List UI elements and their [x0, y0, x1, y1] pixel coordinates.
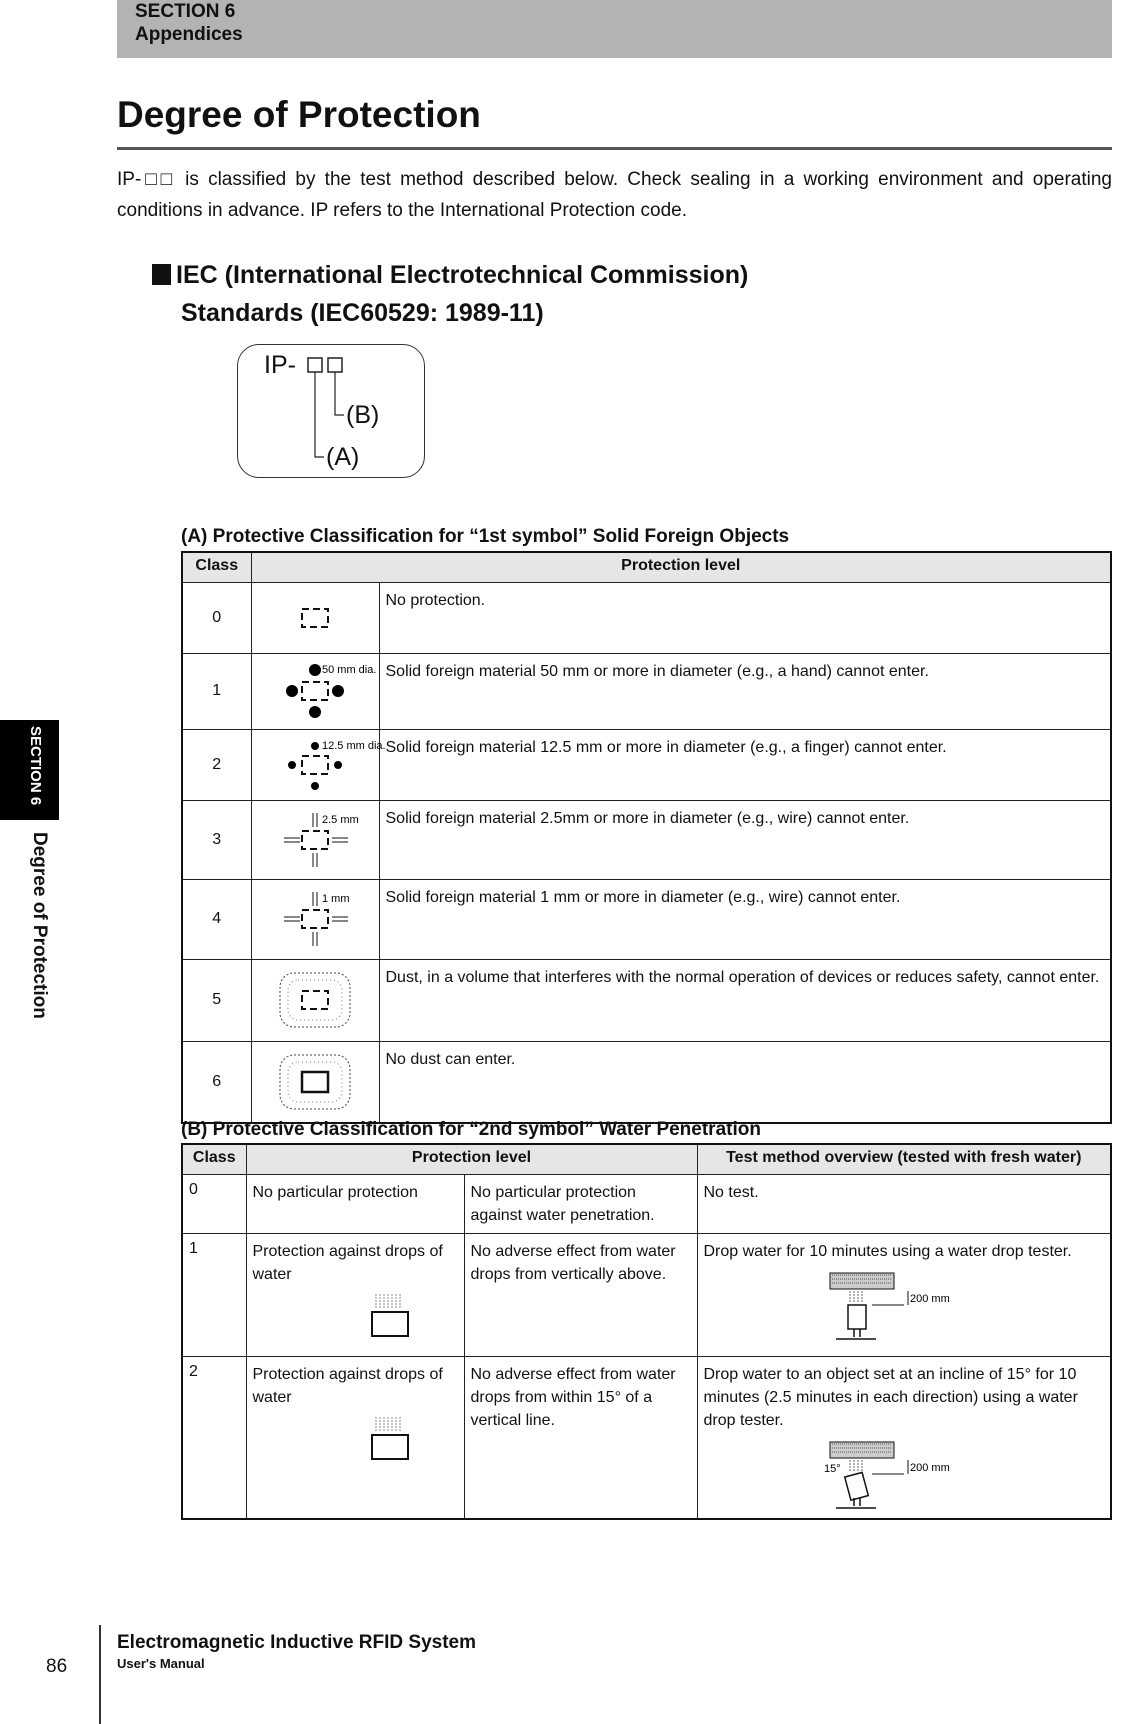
intro-paragraph: IP-□□ is classified by the test method described below. Check sealing in a working environment and operating conditions in advance. IP refers to the International Protection code.: [117, 169, 1112, 221]
icon-cell: [251, 800, 379, 879]
header-protection: Protection level: [246, 1144, 697, 1174]
level-text: Protection against drops of water: [252, 1242, 443, 1283]
footer-divider: [99, 1625, 101, 1724]
angle-label: 15°: [823, 1462, 841, 1475]
protection-text: Dust, in a volume that interferes with the normal operation of devices or reduces safety, cannot enter.: [379, 959, 1111, 1041]
iec-heading: [152, 256, 748, 332]
wire-icon: [258, 886, 372, 952]
class-cell: 6: [182, 1041, 251, 1123]
section-label: SECTION 6: [135, 1, 236, 22]
protection-text: Solid foreign material 12.5 mm or more in diameter (e.g., a finger) cannot enter.: [379, 729, 1111, 800]
effect-cell: No adverse effect from water drops from within 15° of a vertical line.: [464, 1356, 697, 1519]
header-class: Class: [182, 1144, 246, 1174]
icon-label: 1 mm: [322, 893, 350, 905]
table-row: [182, 959, 1111, 1041]
label-b: (B): [346, 401, 380, 429]
small-spheres-icon: [258, 732, 386, 798]
table-row: [182, 1356, 1111, 1519]
class-cell: 2: [182, 1356, 246, 1519]
icon-label: 50 mm dia.: [322, 664, 377, 676]
level-cell: [246, 1356, 464, 1519]
icon-label: 12.5 mm dia.: [322, 739, 386, 752]
icon-cell: [251, 653, 379, 729]
table-row: [182, 1174, 1111, 1233]
table-row: [182, 1233, 1111, 1356]
table-row: [182, 582, 1111, 653]
icon-cell: [251, 959, 379, 1041]
table-row: [182, 800, 1111, 879]
label-a: (A): [326, 443, 360, 471]
test-cell: [697, 1233, 1111, 1356]
class-cell: 0: [182, 582, 251, 653]
drop-tester-icon: [824, 1438, 974, 1512]
protection-text: Solid foreign material 50 mm or more in diameter (e.g., a hand) cannot enter.: [379, 653, 1111, 729]
level-cell: [246, 1233, 464, 1356]
ip-prefix: IP-: [264, 351, 296, 379]
protection-text: No protection.: [379, 582, 1111, 653]
distance-label: 200 mm: [909, 1461, 950, 1474]
class-cell: 5: [182, 959, 251, 1041]
class-cell: 0: [182, 1174, 246, 1233]
solid-objects-table: [181, 551, 1112, 1124]
table-row: [182, 1041, 1111, 1123]
protection-text: Solid foreign material 2.5mm or more in diameter (e.g., wire) cannot enter.: [379, 800, 1111, 879]
iec-heading-line2: Standards (IEC60529: 1989-11): [181, 299, 544, 327]
table-b-caption: (B) Protective Classification for “2nd symbol” Water Penetration: [181, 1119, 761, 1140]
effect-cell: No adverse effect from water drops from vertically above.: [464, 1233, 697, 1356]
section-tab-label: SECTION 6: [27, 726, 44, 806]
test-text: Drop water to an object set at an incline of 15° for 10 minutes (2.5 minutes in each direction) using a water drop tester.: [703, 1365, 1078, 1429]
distance-label: 200 mm: [909, 1292, 950, 1305]
open-box-icon: [258, 585, 372, 651]
table-a-caption: (A) Protective Classification for “1st symbol” Solid Foreign Objects: [181, 526, 790, 547]
level-text: No particular protection: [252, 1183, 418, 1201]
header-protection: Protection level: [251, 552, 1111, 582]
section-tab[interactable]: [0, 720, 59, 820]
large-spheres-icon: [258, 658, 377, 724]
drop-tester-icon: [824, 1269, 974, 1343]
icon-cell: [251, 879, 379, 959]
level-cell: [246, 1174, 464, 1233]
class-cell: 1: [182, 1233, 246, 1356]
level-text: Protection against drops of water: [252, 1365, 443, 1406]
water-drops-icon: [370, 1415, 410, 1473]
class-cell: 1: [182, 653, 251, 729]
square-bullet-icon: [152, 264, 171, 285]
icon-cell: [251, 1041, 379, 1123]
protection-text: No dust can enter.: [379, 1041, 1111, 1123]
header-class: Class: [182, 552, 251, 582]
protection-text: Solid foreign material 1 mm or more in diameter (e.g., wire) cannot enter.: [379, 879, 1111, 959]
table-row: [182, 653, 1111, 729]
page-number: 86: [46, 1656, 68, 1677]
icon-cell: [251, 729, 386, 800]
class-cell: 3: [182, 800, 251, 879]
footer-product: Electromagnetic Inductive RFID System: [117, 1632, 476, 1653]
wire-icon: [258, 807, 372, 873]
test-text: Drop water for 10 minutes using a water drop tester.: [703, 1242, 1072, 1260]
test-cell: [697, 1356, 1111, 1519]
icon-label: 2.5 mm: [322, 813, 359, 826]
test-text: No test.: [703, 1183, 759, 1201]
water-drops-icon: [370, 1292, 410, 1350]
sidebar-label: Degree of Protection: [29, 832, 50, 1019]
section-header: [117, 0, 1112, 58]
header-test: Test method overview (tested with fresh water): [697, 1144, 1111, 1174]
dust-open-icon: [258, 967, 372, 1033]
test-cell: [697, 1174, 1111, 1233]
footer-manual: User's Manual: [117, 1656, 205, 1671]
iec-heading-line1: IEC (International Electrotechnical Commission): [176, 261, 749, 289]
section-subtitle: Appendices: [135, 24, 243, 45]
class-cell: 4: [182, 879, 251, 959]
effect-cell: No particular protection against water penetration.: [464, 1174, 697, 1233]
icon-cell: [251, 582, 379, 653]
page-title: Degree of Protection: [117, 94, 481, 135]
ip-code-diagram: [237, 344, 425, 478]
title-rule: [117, 147, 1112, 150]
table-row: [182, 729, 1111, 800]
table-row: [182, 879, 1111, 959]
dust-sealed-icon: [258, 1049, 372, 1115]
water-table: [181, 1143, 1112, 1520]
class-cell: 2: [182, 729, 251, 800]
